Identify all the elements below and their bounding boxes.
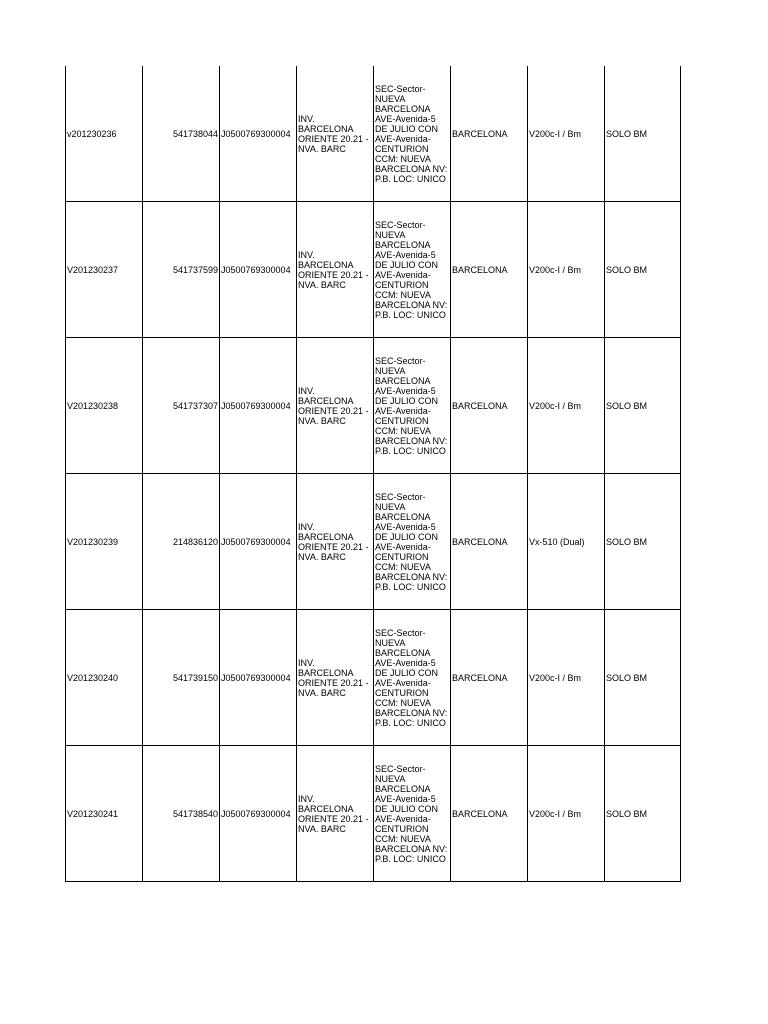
table-row [66, 338, 681, 474]
cell-city: BARCELONA [451, 66, 528, 202]
cell-address: SEC-Sector-NUEVA BARCELONA AVE-Avenida-5 DE JULIO CON AVE-Avenida-CENTURION CCM: NUEVA BARCELONA NV: P.B. LOC: UNICO [374, 66, 451, 202]
cell-address: SEC-Sector-NUEVA BARCELONA AVE-Avenida-5 DE JULIO CON AVE-Avenida-CENTURION CCM: NUEVA BARCELONA NV: P.B. LOC: UNICO [374, 338, 451, 474]
cell-note: SOLO BM [605, 746, 681, 882]
cell-merchant-name: INV. BARCELONA ORIENTE 20.21 - NVA. BARC [297, 746, 374, 882]
cell-note: SOLO BM [605, 610, 681, 746]
cell-merchant-name: INV. BARCELONA ORIENTE 20.21 - NVA. BARC [297, 610, 374, 746]
cell-code: J0500769300004 [220, 66, 297, 202]
table-row [66, 202, 681, 338]
cell-note: SOLO BM [605, 474, 681, 610]
spreadsheet-table [65, 66, 681, 882]
cell-code: J0500769300004 [220, 202, 297, 338]
cell-code: J0500769300004 [220, 746, 297, 882]
cell-model: Vx-510 (Dual) [528, 474, 605, 610]
cell-terminal-id: V201230240 [66, 610, 143, 746]
cell-model: V200c-I / Bm [528, 202, 605, 338]
cell-model: V200c-I / Bm [528, 338, 605, 474]
cell-note: SOLO BM [605, 66, 681, 202]
cell-terminal-id: v201230236 [66, 66, 143, 202]
cell-terminal-id: V201230239 [66, 474, 143, 610]
cell-merchant-name: INV. BARCELONA ORIENTE 20.21 - NVA. BARC [297, 66, 374, 202]
cell-address: SEC-Sector-NUEVA BARCELONA AVE-Avenida-5 DE JULIO CON AVE-Avenida-CENTURION CCM: NUEVA BARCELONA NV: P.B. LOC: UNICO [374, 202, 451, 338]
cell-address: SEC-Sector-NUEVA BARCELONA AVE-Avenida-5 DE JULIO CON AVE-Avenida-CENTURION CCM: NUEVA BARCELONA NV: P.B. LOC: UNICO [374, 746, 451, 882]
cell-city: BARCELONA [451, 610, 528, 746]
table-row [66, 474, 681, 610]
cell-model: V200c-I / Bm [528, 610, 605, 746]
cell-terminal-id: V201230238 [66, 338, 143, 474]
cell-note: SOLO BM [605, 202, 681, 338]
cell-city: BARCELONA [451, 746, 528, 882]
cell-terminal-id: V201230241 [66, 746, 143, 882]
cell-city: BARCELONA [451, 474, 528, 610]
cell-terminal-id: V201230237 [66, 202, 143, 338]
cell-code: J0500769300004 [220, 474, 297, 610]
cell-note: SOLO BM [605, 338, 681, 474]
cell-address: SEC-Sector-NUEVA BARCELONA AVE-Avenida-5 DE JULIO CON AVE-Avenida-CENTURION CCM: NUEVA BARCELONA NV: P.B. LOC: UNICO [374, 610, 451, 746]
table-row [66, 66, 681, 202]
cell-city: BARCELONA [451, 202, 528, 338]
cell-code: J0500769300004 [220, 610, 297, 746]
cell-serial: 541739150 [143, 610, 220, 746]
cell-serial: 541738044 [143, 66, 220, 202]
cell-model: V200c-I / Bm [528, 746, 605, 882]
cell-address: SEC-Sector-NUEVA BARCELONA AVE-Avenida-5 DE JULIO CON AVE-Avenida-CENTURION CCM: NUEVA BARCELONA NV: P.B. LOC: UNICO [374, 474, 451, 610]
table-row [66, 610, 681, 746]
cell-model: V200c-I / Bm [528, 66, 605, 202]
cell-serial: 541737599 [143, 202, 220, 338]
cell-merchant-name: INV. BARCELONA ORIENTE 20.21 - NVA. BARC [297, 338, 374, 474]
table-body [66, 66, 681, 882]
cell-serial: 214836120 [143, 474, 220, 610]
cell-serial: 541737307 [143, 338, 220, 474]
cell-city: BARCELONA [451, 338, 528, 474]
cell-code: J0500769300004 [220, 338, 297, 474]
cell-merchant-name: INV. BARCELONA ORIENTE 20.21 - NVA. BARC [297, 474, 374, 610]
cell-merchant-name: INV. BARCELONA ORIENTE 20.21 - NVA. BARC [297, 202, 374, 338]
table-row [66, 746, 681, 882]
cell-serial: 541738540 [143, 746, 220, 882]
